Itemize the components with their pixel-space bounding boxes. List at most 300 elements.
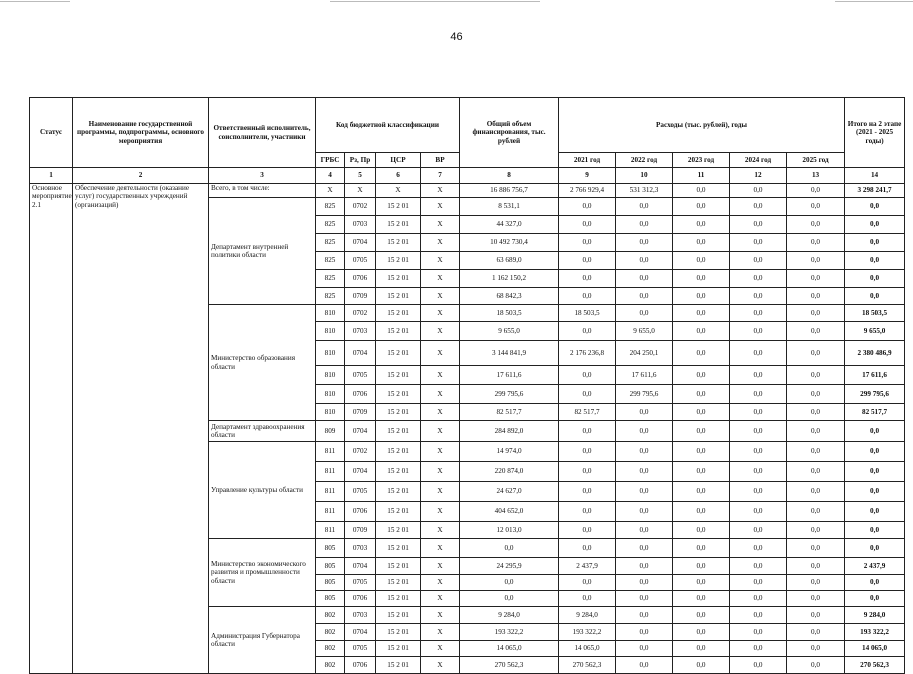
value-cell: 0,0	[673, 641, 730, 657]
value-cell: 17 611,6	[460, 366, 559, 385]
code-cell: X	[421, 657, 460, 674]
value-cell: 0,0	[616, 288, 673, 305]
code-cell: 825	[316, 234, 345, 252]
value-cell: 0,0	[787, 522, 845, 539]
value-cell: 8 531,1	[460, 198, 559, 216]
code-cell: 0705	[345, 366, 376, 385]
column-number: 4	[316, 168, 345, 184]
code-cell: X	[421, 234, 460, 252]
value-cell: 0,0	[673, 442, 730, 462]
itogo-cell: 299 795,6	[845, 385, 905, 404]
value-cell: 0,0	[673, 270, 730, 288]
itogo-cell: 17 611,6	[845, 366, 905, 385]
column-number-row	[30, 168, 905, 184]
code-cell: 0706	[345, 657, 376, 674]
value-cell: 0,0	[559, 502, 616, 522]
value-cell: 0,0	[559, 252, 616, 270]
value-cell: 0,0	[559, 539, 616, 558]
code-cell: 811	[316, 502, 345, 522]
value-cell: 1 162 150,2	[460, 270, 559, 288]
value-cell: 0,0	[616, 198, 673, 216]
value-cell: 0,0	[730, 442, 787, 462]
value-cell: 0,0	[673, 607, 730, 624]
code-cell: 811	[316, 462, 345, 482]
code-cell: X	[421, 462, 460, 482]
itogo-cell: 0,0	[845, 421, 905, 442]
top-edge-line	[0, 1, 70, 2]
code-cell: 811	[316, 442, 345, 462]
code-cell: 0702	[345, 305, 376, 322]
itogo-cell: 193 322,2	[845, 624, 905, 641]
itogo-cell: 14 065,0	[845, 641, 905, 657]
executor-mo: Министерство образования области	[209, 305, 316, 421]
code-cell: X	[421, 341, 460, 366]
code-cell: X	[421, 421, 460, 442]
value-cell: 0,0	[787, 641, 845, 657]
column-number: 3	[209, 168, 316, 184]
code-cell: X	[421, 591, 460, 607]
code-cell: 0706	[345, 591, 376, 607]
value-cell: 0,0	[730, 385, 787, 404]
value-cell: 0,0	[730, 539, 787, 558]
executor-me: Министерство экономического развития и промышленности области	[209, 539, 316, 607]
value-cell: 0,0	[730, 607, 787, 624]
value-cell: 14 974,0	[460, 442, 559, 462]
code-cell: 805	[316, 591, 345, 607]
value-cell: 0,0	[730, 234, 787, 252]
value-cell: 18 503,5	[460, 305, 559, 322]
budget-table	[29, 97, 905, 674]
code-cell: 810	[316, 305, 345, 322]
value-cell: 0,0	[559, 385, 616, 404]
itogo-cell: 0,0	[845, 482, 905, 502]
value-cell: 0,0	[787, 270, 845, 288]
code-cell: X	[421, 558, 460, 575]
code-cell: 15 2 01	[376, 234, 421, 252]
value-cell: 0,0	[673, 341, 730, 366]
code-cell: X	[421, 305, 460, 322]
code-cell: 15 2 01	[376, 502, 421, 522]
itogo-cell: 0,0	[845, 234, 905, 252]
value-cell: 0,0	[673, 482, 730, 502]
itogo-cell: 2 380 486,9	[845, 341, 905, 366]
code-cell: 15 2 01	[376, 288, 421, 305]
header-row	[30, 98, 905, 153]
value-cell: 0,0	[616, 270, 673, 288]
value-cell: 0,0	[787, 404, 845, 421]
value-cell: 0,0	[460, 539, 559, 558]
code-cell: 0702	[345, 198, 376, 216]
value-cell: 0,0	[673, 421, 730, 442]
value-cell: 204 250,1	[616, 341, 673, 366]
code-cell: 0709	[345, 404, 376, 421]
value-cell: 9 284,0	[559, 607, 616, 624]
code-cell: 0703	[345, 539, 376, 558]
header-2024: 2024 год	[730, 153, 787, 168]
code-cell: X	[421, 322, 460, 341]
value-cell: 0,0	[673, 288, 730, 305]
code-cell: 811	[316, 522, 345, 539]
code-cell: 15 2 01	[376, 657, 421, 674]
code-cell: 802	[316, 641, 345, 657]
column-number: 2	[73, 168, 209, 184]
column-number: 14	[845, 168, 905, 184]
code-cell: 15 2 01	[376, 216, 421, 234]
value-cell: 0,0	[616, 624, 673, 641]
code-cell: 15 2 01	[376, 322, 421, 341]
value-cell: 2 766 929,4	[559, 184, 616, 198]
code-cell: 825	[316, 252, 345, 270]
code-cell: 810	[316, 366, 345, 385]
code-cell: 15 2 01	[376, 462, 421, 482]
value-cell: 24 295,9	[460, 558, 559, 575]
code-cell: 810	[316, 322, 345, 341]
value-cell: 0,0	[730, 198, 787, 216]
value-cell: 0,0	[787, 184, 845, 198]
value-cell: 0,0	[730, 657, 787, 674]
code-cell: 0709	[345, 522, 376, 539]
code-cell: 0706	[345, 385, 376, 404]
value-cell: 68 842,3	[460, 288, 559, 305]
code-cell: 15 2 01	[376, 442, 421, 462]
value-cell: 0,0	[787, 657, 845, 674]
value-cell: 17 611,6	[616, 366, 673, 385]
value-cell: 0,0	[559, 270, 616, 288]
value-cell: 0,0	[787, 482, 845, 502]
header-budget-code: Код бюджетной классификации	[316, 98, 460, 153]
itogo-cell: 0,0	[845, 270, 905, 288]
code-cell: 0703	[345, 607, 376, 624]
value-cell: 0,0	[616, 404, 673, 421]
value-cell: 0,0	[616, 558, 673, 575]
executor-dvp: Департамент внутренней политики области	[209, 198, 316, 305]
header-name: Наименование государственной программы, подпрограммы, основного мероприятия	[73, 98, 209, 168]
code-cell: 15 2 01	[376, 522, 421, 539]
code-cell: X	[421, 641, 460, 657]
code-cell: X	[421, 216, 460, 234]
code-cell: 0704	[345, 462, 376, 482]
header-2021: 2021 год	[559, 153, 616, 168]
value-cell: 0,0	[787, 502, 845, 522]
code-cell: X	[376, 184, 421, 198]
executor-ag: Администрация Губернатора области	[209, 607, 316, 674]
value-cell: 0,0	[673, 216, 730, 234]
value-cell: 14 065,0	[460, 641, 559, 657]
itogo-cell: 0,0	[845, 539, 905, 558]
code-cell: 0704	[345, 558, 376, 575]
code-cell: X	[421, 522, 460, 539]
value-cell: 0,0	[730, 482, 787, 502]
code-cell: X	[421, 198, 460, 216]
executor-dz: Департамент здравоохранения области	[209, 421, 316, 442]
value-cell: 0,0	[673, 539, 730, 558]
value-cell: 0,0	[616, 234, 673, 252]
value-cell: 0,0	[730, 305, 787, 322]
header-vr: ВР	[421, 153, 460, 168]
value-cell: 0,0	[673, 558, 730, 575]
code-cell: 15 2 01	[376, 252, 421, 270]
value-cell: 0,0	[673, 657, 730, 674]
value-cell: 0,0	[673, 322, 730, 341]
value-cell: 0,0	[559, 591, 616, 607]
value-cell: 270 562,3	[559, 657, 616, 674]
itogo-cell: 82 517,7	[845, 404, 905, 421]
value-cell: 0,0	[787, 366, 845, 385]
code-cell: X	[316, 184, 345, 198]
itogo-cell: 0,0	[845, 198, 905, 216]
value-cell: 0,0	[730, 404, 787, 421]
code-cell: 825	[316, 198, 345, 216]
value-cell: 18 503,5	[559, 305, 616, 322]
code-cell: X	[421, 539, 460, 558]
header-2022: 2022 год	[616, 153, 673, 168]
code-cell: X	[421, 607, 460, 624]
code-cell: 802	[316, 607, 345, 624]
value-cell: 531 312,3	[616, 184, 673, 198]
value-cell: 299 795,6	[460, 385, 559, 404]
value-cell: 82 517,7	[460, 404, 559, 421]
code-cell: 825	[316, 288, 345, 305]
code-cell: 15 2 01	[376, 341, 421, 366]
value-cell: 0,0	[787, 421, 845, 442]
value-cell: 0,0	[730, 575, 787, 591]
value-cell: 0,0	[616, 607, 673, 624]
code-cell: X	[421, 366, 460, 385]
value-cell: 0,0	[559, 288, 616, 305]
itogo-cell: 0,0	[845, 216, 905, 234]
value-cell: 284 892,0	[460, 421, 559, 442]
value-cell: 0,0	[559, 322, 616, 341]
value-cell: 0,0	[673, 385, 730, 404]
column-number: 12	[730, 168, 787, 184]
code-cell: 0704	[345, 341, 376, 366]
value-cell: 0,0	[616, 657, 673, 674]
value-cell: 0,0	[787, 442, 845, 462]
itogo-cell: 0,0	[845, 522, 905, 539]
value-cell: 0,0	[730, 522, 787, 539]
code-cell: X	[345, 184, 376, 198]
value-cell: 299 795,6	[616, 385, 673, 404]
value-cell: 0,0	[730, 558, 787, 575]
value-cell: 0,0	[787, 322, 845, 341]
value-cell: 404 652,0	[460, 502, 559, 522]
value-cell: 0,0	[730, 270, 787, 288]
code-cell: X	[421, 404, 460, 421]
code-cell: 825	[316, 216, 345, 234]
status-cell: Основное мероприятие 2.1	[30, 184, 73, 674]
value-cell: 10 492 730,4	[460, 234, 559, 252]
value-cell: 0,0	[673, 502, 730, 522]
value-cell: 0,0	[730, 366, 787, 385]
code-cell: 15 2 01	[376, 558, 421, 575]
code-cell: 15 2 01	[376, 482, 421, 502]
itogo-cell: 0,0	[845, 502, 905, 522]
value-cell: 0,0	[559, 462, 616, 482]
code-cell: 810	[316, 404, 345, 421]
code-cell: 0709	[345, 288, 376, 305]
value-cell: 44 327,0	[460, 216, 559, 234]
value-cell: 14 065,0	[559, 641, 616, 657]
value-cell: 0,0	[673, 252, 730, 270]
itogo-cell: 0,0	[845, 462, 905, 482]
code-cell: 0705	[345, 252, 376, 270]
value-cell: 63 689,0	[460, 252, 559, 270]
value-cell: 0,0	[730, 641, 787, 657]
header-csr: ЦСР	[376, 153, 421, 168]
value-cell: 0,0	[787, 558, 845, 575]
code-cell: X	[421, 270, 460, 288]
code-cell: 805	[316, 539, 345, 558]
value-cell: 0,0	[730, 252, 787, 270]
code-cell: 0706	[345, 502, 376, 522]
value-cell: 0,0	[673, 198, 730, 216]
value-cell: 0,0	[787, 198, 845, 216]
value-cell: 0,0	[730, 216, 787, 234]
page-number: 46	[450, 31, 463, 43]
code-cell: 0705	[345, 482, 376, 502]
value-cell: 0,0	[460, 575, 559, 591]
value-cell: 0,0	[616, 305, 673, 322]
value-cell: 9 655,0	[616, 322, 673, 341]
value-cell: 0,0	[559, 482, 616, 502]
code-cell: 15 2 01	[376, 305, 421, 322]
value-cell: 0,0	[673, 522, 730, 539]
value-cell: 270 562,3	[460, 657, 559, 674]
code-cell: X	[421, 184, 460, 198]
value-cell: 0,0	[616, 252, 673, 270]
header-expenses: Расходы (тыс. рублей), годы	[559, 98, 845, 153]
value-cell: 0,0	[673, 591, 730, 607]
value-cell: 0,0	[787, 462, 845, 482]
value-cell: 0,0	[787, 305, 845, 322]
value-cell: 0,0	[616, 591, 673, 607]
value-cell: 12 013,0	[460, 522, 559, 539]
column-number: 5	[345, 168, 376, 184]
value-cell: 0,0	[673, 184, 730, 198]
value-cell: 0,0	[673, 404, 730, 421]
value-cell: 0,0	[787, 591, 845, 607]
value-cell: 0,0	[559, 522, 616, 539]
column-number: 13	[787, 168, 845, 184]
code-cell: 0703	[345, 216, 376, 234]
value-cell: 0,0	[616, 641, 673, 657]
value-cell: 0,0	[673, 234, 730, 252]
event-name-cell: Обеспечение деятельности (оказание услуг) государственных учреждений (организаций)	[73, 184, 209, 674]
column-number: 10	[616, 168, 673, 184]
value-cell: 0,0	[730, 591, 787, 607]
code-cell: 825	[316, 270, 345, 288]
itogo-cell: 0,0	[845, 591, 905, 607]
value-cell: 0,0	[730, 502, 787, 522]
code-cell: 15 2 01	[376, 575, 421, 591]
header-total: Общий объем финансирования, тыс. рублей	[460, 98, 559, 168]
header-status: Статус	[30, 98, 73, 168]
value-cell: 193 322,2	[460, 624, 559, 641]
value-cell: 0,0	[787, 216, 845, 234]
value-cell: 16 886 756,7	[460, 184, 559, 198]
code-cell: 15 2 01	[376, 421, 421, 442]
value-cell: 193 322,2	[559, 624, 616, 641]
value-cell: 24 627,0	[460, 482, 559, 502]
code-cell: 15 2 01	[376, 198, 421, 216]
value-cell: 9 284,0	[460, 607, 559, 624]
code-cell: X	[421, 482, 460, 502]
code-cell: 810	[316, 341, 345, 366]
header-2025: 2025 год	[787, 153, 845, 168]
table-body	[30, 168, 905, 674]
value-cell: 0,0	[616, 421, 673, 442]
value-cell: 0,0	[787, 607, 845, 624]
value-cell: 0,0	[787, 539, 845, 558]
column-number: 7	[421, 168, 460, 184]
executor-uk: Управление культуры области	[209, 442, 316, 539]
itogo-cell: 0,0	[845, 442, 905, 462]
value-cell: 0,0	[616, 502, 673, 522]
value-cell: 0,0	[730, 462, 787, 482]
column-number: 9	[559, 168, 616, 184]
code-cell: 15 2 01	[376, 591, 421, 607]
header-itogo: Итого на 2 этапе (2021 - 2025 годы)	[845, 98, 905, 168]
itogo-cell: 18 503,5	[845, 305, 905, 322]
code-cell: 15 2 01	[376, 607, 421, 624]
code-cell: 15 2 01	[376, 539, 421, 558]
value-cell: 0,0	[616, 539, 673, 558]
code-cell: X	[421, 575, 460, 591]
column-number: 11	[673, 168, 730, 184]
value-cell: 0,0	[616, 482, 673, 502]
header-executor: Ответственный исполнитель, соисполнители, участники	[209, 98, 316, 168]
itogo-cell: 9 284,0	[845, 607, 905, 624]
column-number: 8	[460, 168, 559, 184]
value-cell: 0,0	[559, 234, 616, 252]
value-cell: 220 874,0	[460, 462, 559, 482]
value-cell: 0,0	[787, 252, 845, 270]
code-cell: 805	[316, 558, 345, 575]
code-cell: 15 2 01	[376, 641, 421, 657]
code-cell: X	[421, 288, 460, 305]
value-cell: 0,0	[559, 198, 616, 216]
value-cell: 0,0	[730, 421, 787, 442]
executor-total: Всего, в том числе:	[209, 184, 316, 198]
value-cell: 0,0	[673, 624, 730, 641]
code-cell: 809	[316, 421, 345, 442]
code-cell: 805	[316, 575, 345, 591]
code-cell: 15 2 01	[376, 270, 421, 288]
table-row	[30, 184, 905, 198]
value-cell: 0,0	[616, 575, 673, 591]
value-cell: 0,0	[559, 575, 616, 591]
code-cell: X	[421, 442, 460, 462]
value-cell: 0,0	[787, 624, 845, 641]
value-cell: 0,0	[673, 366, 730, 385]
code-cell: 0703	[345, 322, 376, 341]
value-cell: 0,0	[559, 216, 616, 234]
code-cell: 0704	[345, 421, 376, 442]
value-cell: 2 176 236,8	[559, 341, 616, 366]
header-2023: 2023 год	[673, 153, 730, 168]
header-grbs: ГРБС	[316, 153, 345, 168]
value-cell: 0,0	[616, 522, 673, 539]
value-cell: 0,0	[730, 288, 787, 305]
value-cell: 0,0	[787, 385, 845, 404]
value-cell: 9 655,0	[460, 322, 559, 341]
code-cell: 15 2 01	[376, 366, 421, 385]
value-cell: 0,0	[559, 366, 616, 385]
code-cell: 0704	[345, 234, 376, 252]
code-cell: X	[421, 252, 460, 270]
value-cell: 0,0	[559, 421, 616, 442]
itogo-cell: 0,0	[845, 252, 905, 270]
